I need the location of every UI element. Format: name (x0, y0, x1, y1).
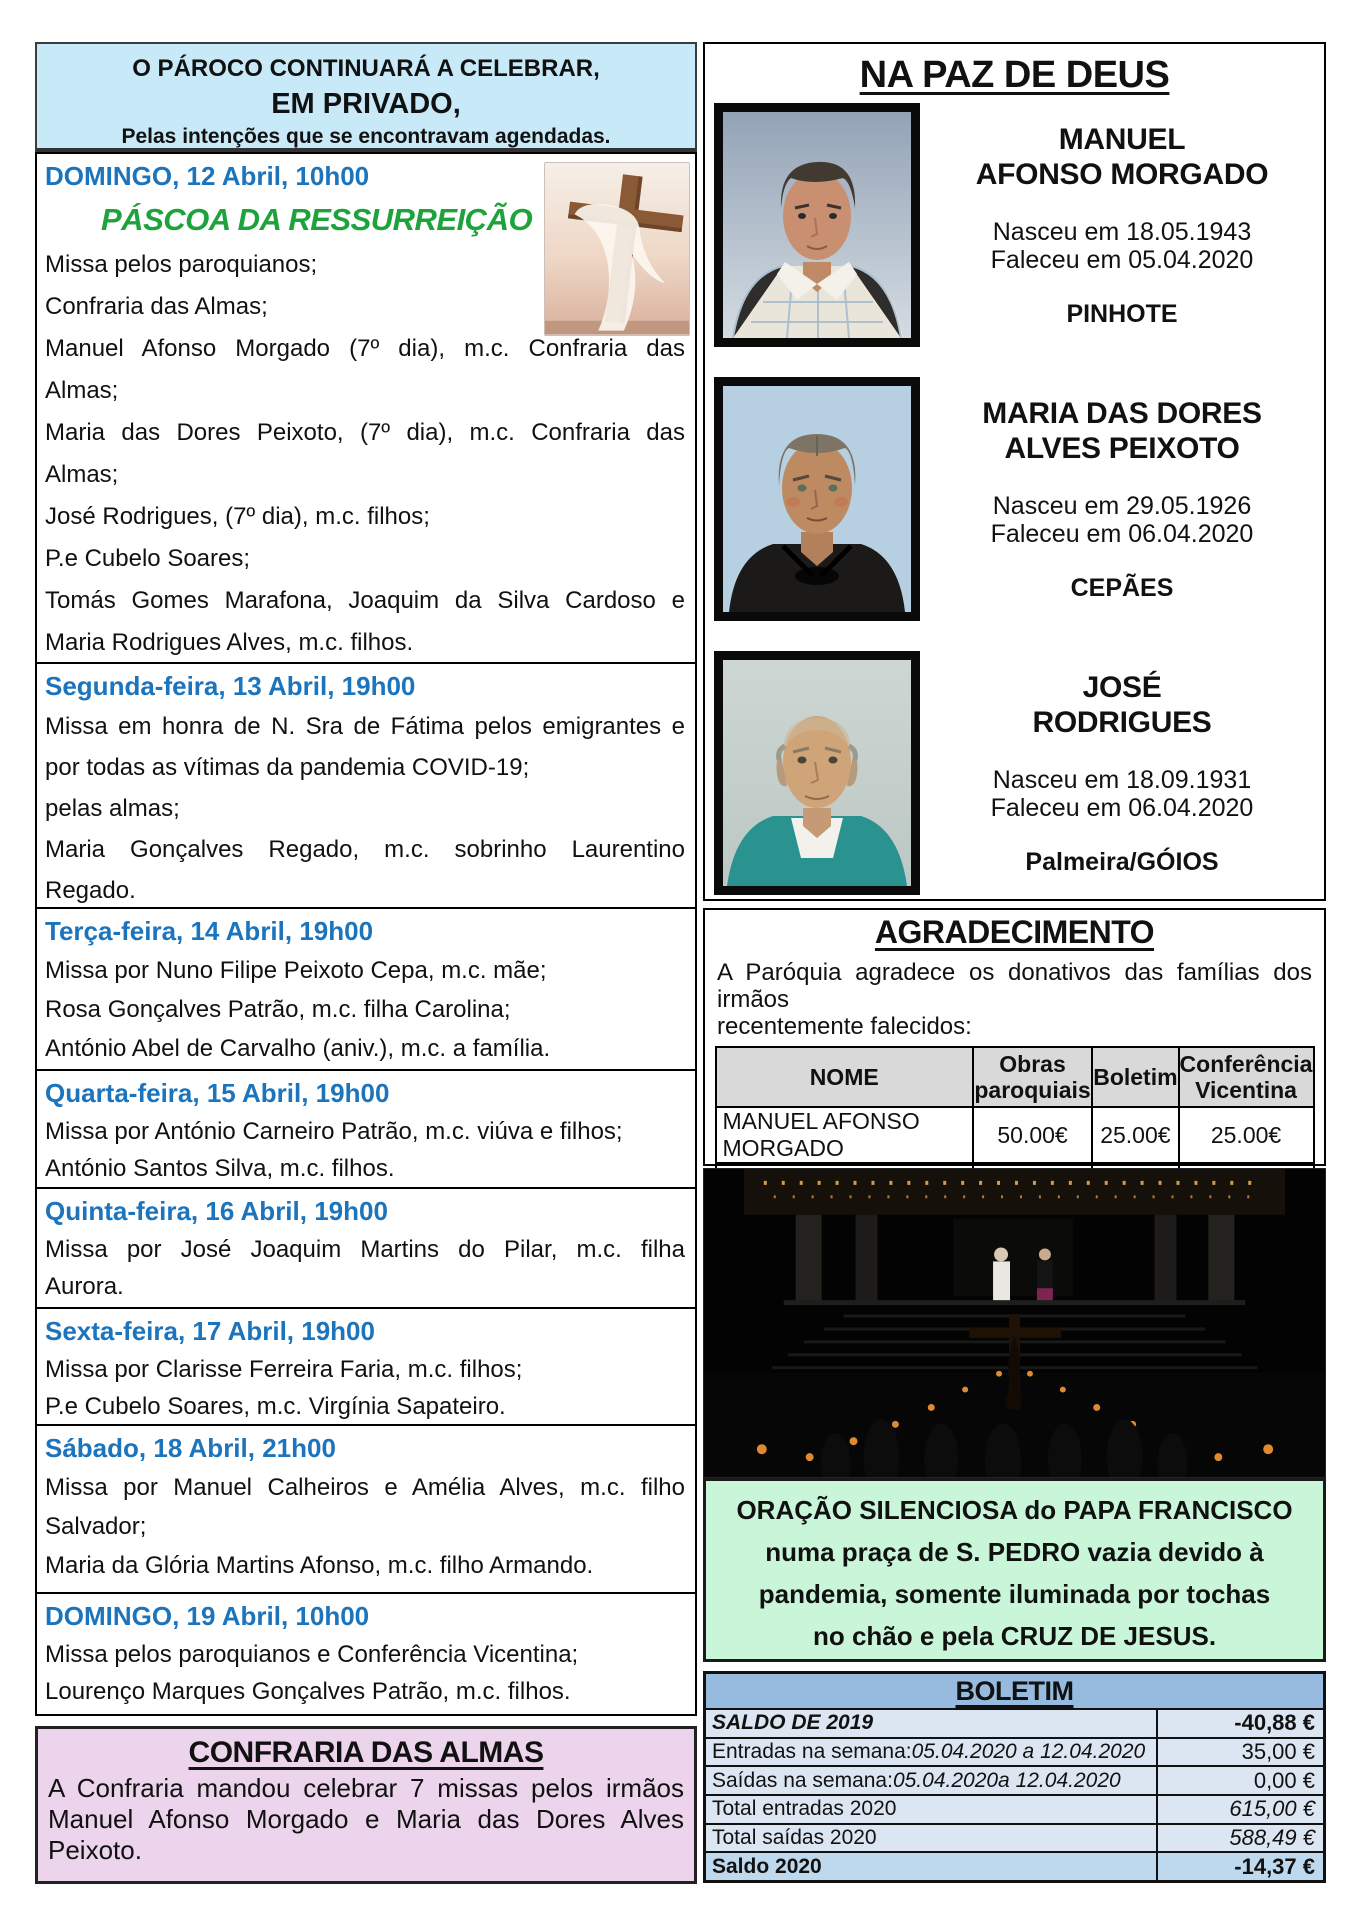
place-name: PINHOTE (1066, 299, 1178, 328)
schedule-section (37, 1594, 695, 1714)
portrait-maria (723, 386, 911, 612)
bulletin-label-dates: 05.04.2020a 12.04.2020 (892, 1768, 1121, 1792)
pope-prayer-scene (704, 1169, 1325, 1477)
pope-caption-line: no chão e pela CRUZ DE JESUS. (812, 1621, 1217, 1651)
notice-line-3: Pelas intenções que se encontravam agendadas. (121, 125, 611, 148)
confraria-text (48, 1773, 684, 1866)
bulletin-label-text: Total saídas 2020 (712, 1826, 877, 1850)
bulletin-row-label (706, 1853, 1158, 1880)
pope-caption-line: pandemia, somente iluminada por tochas (758, 1579, 1271, 1609)
obituary-name (982, 396, 1261, 466)
obituary-row (705, 377, 1324, 621)
bulletin-finances-table (703, 1671, 1326, 1883)
acknowledgement-title: AGRADECIMENTO (874, 914, 1155, 950)
obituary-row (705, 103, 1324, 347)
pope-caption-line: numa praça de S. PEDRO vazia devido à (765, 1537, 1264, 1567)
easter-title: PÁSCOA DA RESSURREIÇÃO (101, 202, 533, 237)
schedule-section (37, 664, 695, 909)
bulletin-label-dates: 05.04.2020 a 12.04.2020 (911, 1740, 1146, 1763)
obituary-row (705, 651, 1324, 895)
schedule-section (37, 909, 695, 1071)
mass-intention-line: Missa por Nuno Filipe Peixoto Cepa, m.c. mãe; (45, 957, 547, 984)
bulletin-row (706, 1825, 1323, 1854)
schedule-section (37, 1189, 695, 1309)
confraria-line: Manuel Afonso Morgado e Maria das Dores Alves (48, 1804, 684, 1834)
section-date-header: Segunda-feira, 13 Abril, 19h00 (45, 671, 416, 701)
bulletin-row-label (706, 1767, 1158, 1794)
mass-intention-line: Missa por José Joaquim Martins do Pilar, m.c. filha (45, 1236, 685, 1263)
bulletin-label-text: Entradas na semana: (712, 1740, 912, 1763)
birth-date: Nasceu em 29.05.1926 (992, 491, 1252, 520)
section-date-header: Sexta-feira, 17 Abril, 19h00 (45, 1316, 375, 1346)
section-date-header: DOMINGO, 12 Abril, 10h00 (45, 161, 370, 191)
death-date: Faleceu em 06.04.2020 (990, 519, 1254, 548)
mass-intention-line: Missa por António Carneiro Patrão, m.c. viúva e filhos; (45, 1118, 623, 1145)
bulletin-row (706, 1739, 1323, 1768)
obituary-dates (991, 218, 1254, 274)
acknowledgement-intro-line: recentemente falecidos: (717, 1013, 972, 1040)
mass-intention-line: por todas as vítimas da pandemia COVID-19; (45, 754, 530, 781)
mass-intention-line: Almas; (45, 461, 119, 488)
section-date-header: Terça-feira, 14 Abril, 19h00 (45, 916, 374, 946)
donor-name: MANUEL AFONSO MORGADO (716, 1107, 973, 1163)
donations-col-header: Boletim (1092, 1047, 1178, 1107)
obituaries-panel (703, 42, 1326, 901)
acknowledgement-panel (703, 908, 1326, 1166)
schedule-section (37, 1071, 695, 1189)
pope-caption-box (703, 1478, 1326, 1662)
bulletin-row (706, 1853, 1323, 1880)
bulletin-label-text: Saldo 2020 (712, 1854, 822, 1878)
mass-intention-line: Maria das Dores Peixoto, (7º dia), m.c. Confraria das (45, 419, 685, 446)
confraria-title: CONFRARIA DAS ALMAS (188, 1736, 544, 1769)
portrait-photo (714, 651, 920, 895)
mass-intention-line: Almas; (45, 377, 119, 404)
portrait-jose (723, 660, 911, 886)
bulletin-row-value: 0,00 € (1253, 1767, 1315, 1793)
mass-intention-line: Missa em honra de N. Sra de Fátima pelos emigrantes e (45, 713, 685, 740)
section-date-header: DOMINGO, 19 Abril, 10h00 (45, 1601, 370, 1631)
mass-intention-line: Lourenço Marques Gonçalves Patrão, m.c. filhos. (45, 1678, 571, 1705)
bulletin-label-text: Total entradas 2020 (712, 1797, 897, 1821)
mass-intention-line: Manuel Afonso Morgado (7º dia), m.c. Confraria das (45, 335, 685, 362)
death-date: Faleceu em 06.04.2020 (990, 793, 1254, 822)
notice-line-1: O PÁROCO CONTINUARÁ A CELEBRAR, (132, 55, 600, 82)
mass-intention-line: Maria Gonçalves Regado, m.c. sobrinho Laurentino (45, 836, 685, 863)
mass-intention-line: Missa pelos paroquianos; (45, 251, 318, 278)
bulletin-row-value: -14,37 € (1234, 1853, 1315, 1879)
donations-col-header: NOME (716, 1047, 973, 1107)
birth-date: Nasceu em 18.09.1931 (992, 765, 1252, 794)
bulletin-label-text: SALDO DE 2019 (712, 1711, 874, 1735)
mass-intention-line: Rosa Gonçalves Patrão, m.c. filha Carolina; (45, 996, 511, 1023)
mass-intention-line: Confraria das Almas; (45, 293, 268, 320)
section-date-header: Quarta-feira, 15 Abril, 19h00 (45, 1078, 390, 1108)
bulletin-row-value: -40,88 € (1234, 1710, 1315, 1736)
bulletin-row (706, 1796, 1323, 1825)
mass-intention-line: Missa por Clarisse Ferreira Faria, m.c. filhos; (45, 1356, 523, 1383)
portrait-photo (714, 103, 920, 347)
mass-intention-line: Missa por Manuel Calheiros e Amélia Alves, m.c. filho (45, 1474, 685, 1501)
obituary-name (1033, 670, 1212, 740)
confraria-line: Peixoto. (48, 1835, 142, 1865)
mass-intention-line: P.e Cubelo Soares; (45, 545, 251, 572)
obituaries-title: NA PAZ DE DEUS (859, 54, 1170, 96)
obituary-name-line2: RODRIGUES (1032, 705, 1212, 739)
section-date-header: Quinta-feira, 16 Abril, 19h00 (45, 1196, 388, 1226)
bulletin-title: BOLETIM (706, 1674, 1323, 1710)
donations-col-header: Obras paroquiais (973, 1047, 1092, 1107)
obituary-name-line2: AFONSO MORGADO (975, 157, 1269, 191)
bulletin-row-value: 35,00 € (1241, 1739, 1315, 1764)
mass-intention-line: Tomás Gomes Marafona, Joaquim da Silva Cardoso e (45, 587, 685, 614)
mass-schedule-table (35, 152, 697, 1716)
pope-caption-text (706, 1489, 1323, 1657)
death-date: Faleceu em 05.04.2020 (990, 245, 1254, 274)
mass-intention-line: Salvador; (45, 1513, 147, 1540)
mass-intention-line: Aurora. (45, 1273, 124, 1300)
private-mass-notice-box (35, 42, 697, 152)
obituary-name (976, 122, 1268, 192)
donations-table-header (716, 1047, 1314, 1107)
acknowledgement-intro (705, 951, 1324, 1040)
place-name: Palmeira/GÓIOS (1025, 847, 1219, 876)
mass-intention-line: P.e Cubelo Soares, m.c. Virgínia Sapateiro. (45, 1393, 506, 1420)
bulletin-row (706, 1767, 1323, 1796)
bulletin-row-value: 588,49 € (1229, 1825, 1315, 1851)
mass-intention-line: Missa pelos paroquianos e Conferência Vicentina; (45, 1641, 579, 1668)
obituary-name-line1: MANUEL (1058, 122, 1186, 156)
mass-intention-line: Maria Rodrigues Alves, m.c. filhos. (45, 629, 414, 656)
bulletin-row-label (706, 1739, 1158, 1766)
schedule-section (37, 1309, 695, 1426)
mass-intention-line: António Abel de Carvalho (aniv.), m.c. a família. (45, 1035, 551, 1062)
obituary-name-line1: MARIA DAS DORES (982, 396, 1262, 430)
mass-intention-line: Regado. (45, 877, 136, 904)
mass-intention-line: António Santos Silva, m.c. filhos. (45, 1155, 395, 1182)
easter-cross-photo-image (545, 163, 689, 335)
bulletin-label-text: Saídas na semana: (712, 1768, 893, 1792)
notice-line-2: EM PRIVADO, (271, 88, 461, 120)
donations-row (716, 1107, 1314, 1163)
bulletin-row (706, 1710, 1323, 1739)
donation-amount: 25.00€ (1092, 1107, 1178, 1163)
donation-amount: 25.00€ (1179, 1107, 1314, 1163)
obituary-dates (991, 492, 1254, 548)
bulletin-row-label (706, 1710, 1158, 1737)
section-date-header: Sábado, 18 Abril, 21h00 (45, 1433, 336, 1463)
bulletin-row-label (706, 1796, 1158, 1823)
schedule-section (37, 1426, 695, 1594)
place-name: CEPÃES (1070, 573, 1174, 602)
donations-col-header: Conferência Vicentina (1179, 1047, 1314, 1107)
bulletin-row-value: 615,00 € (1229, 1796, 1315, 1822)
obituaries-list (705, 103, 1324, 895)
mass-intention-line: pelas almas; (45, 795, 180, 822)
donation-amount: 50.00€ (973, 1107, 1092, 1163)
obituary-name-line1: JOSÉ (1082, 670, 1162, 704)
confraria-line: A Confraria mandou celebrar 7 missas pelos irmãos (48, 1773, 684, 1803)
pope-caption-line: ORAÇÃO SILENCIOSA do PAPA FRANCISCO (736, 1495, 1293, 1525)
acknowledgement-intro-line: A Paróquia agradece os donativos das famílias dos irmãos (717, 959, 1312, 1013)
confraria-box (35, 1726, 697, 1884)
obituary-text (920, 651, 1324, 895)
obituary-name-line2: ALVES PEIXOTO (1004, 431, 1240, 465)
obituary-text (920, 377, 1324, 621)
mass-intention-line: Maria da Glória Martins Afonso, m.c. filho Armando. (45, 1552, 594, 1579)
easter-cross-photo (544, 162, 690, 336)
portrait-photo (714, 377, 920, 621)
birth-date: Nasceu em 18.05.1943 (992, 217, 1252, 246)
obituary-text (920, 103, 1324, 347)
bulletin-row-label (706, 1825, 1158, 1852)
obituary-dates (991, 766, 1254, 822)
pope-prayer-photo (703, 1168, 1326, 1478)
schedule-section (37, 154, 695, 664)
bulletin-rows (706, 1710, 1323, 1880)
mass-intention-line: José Rodrigues, (7º dia), m.c. filhos; (45, 503, 430, 530)
portrait-manuel (723, 112, 911, 338)
